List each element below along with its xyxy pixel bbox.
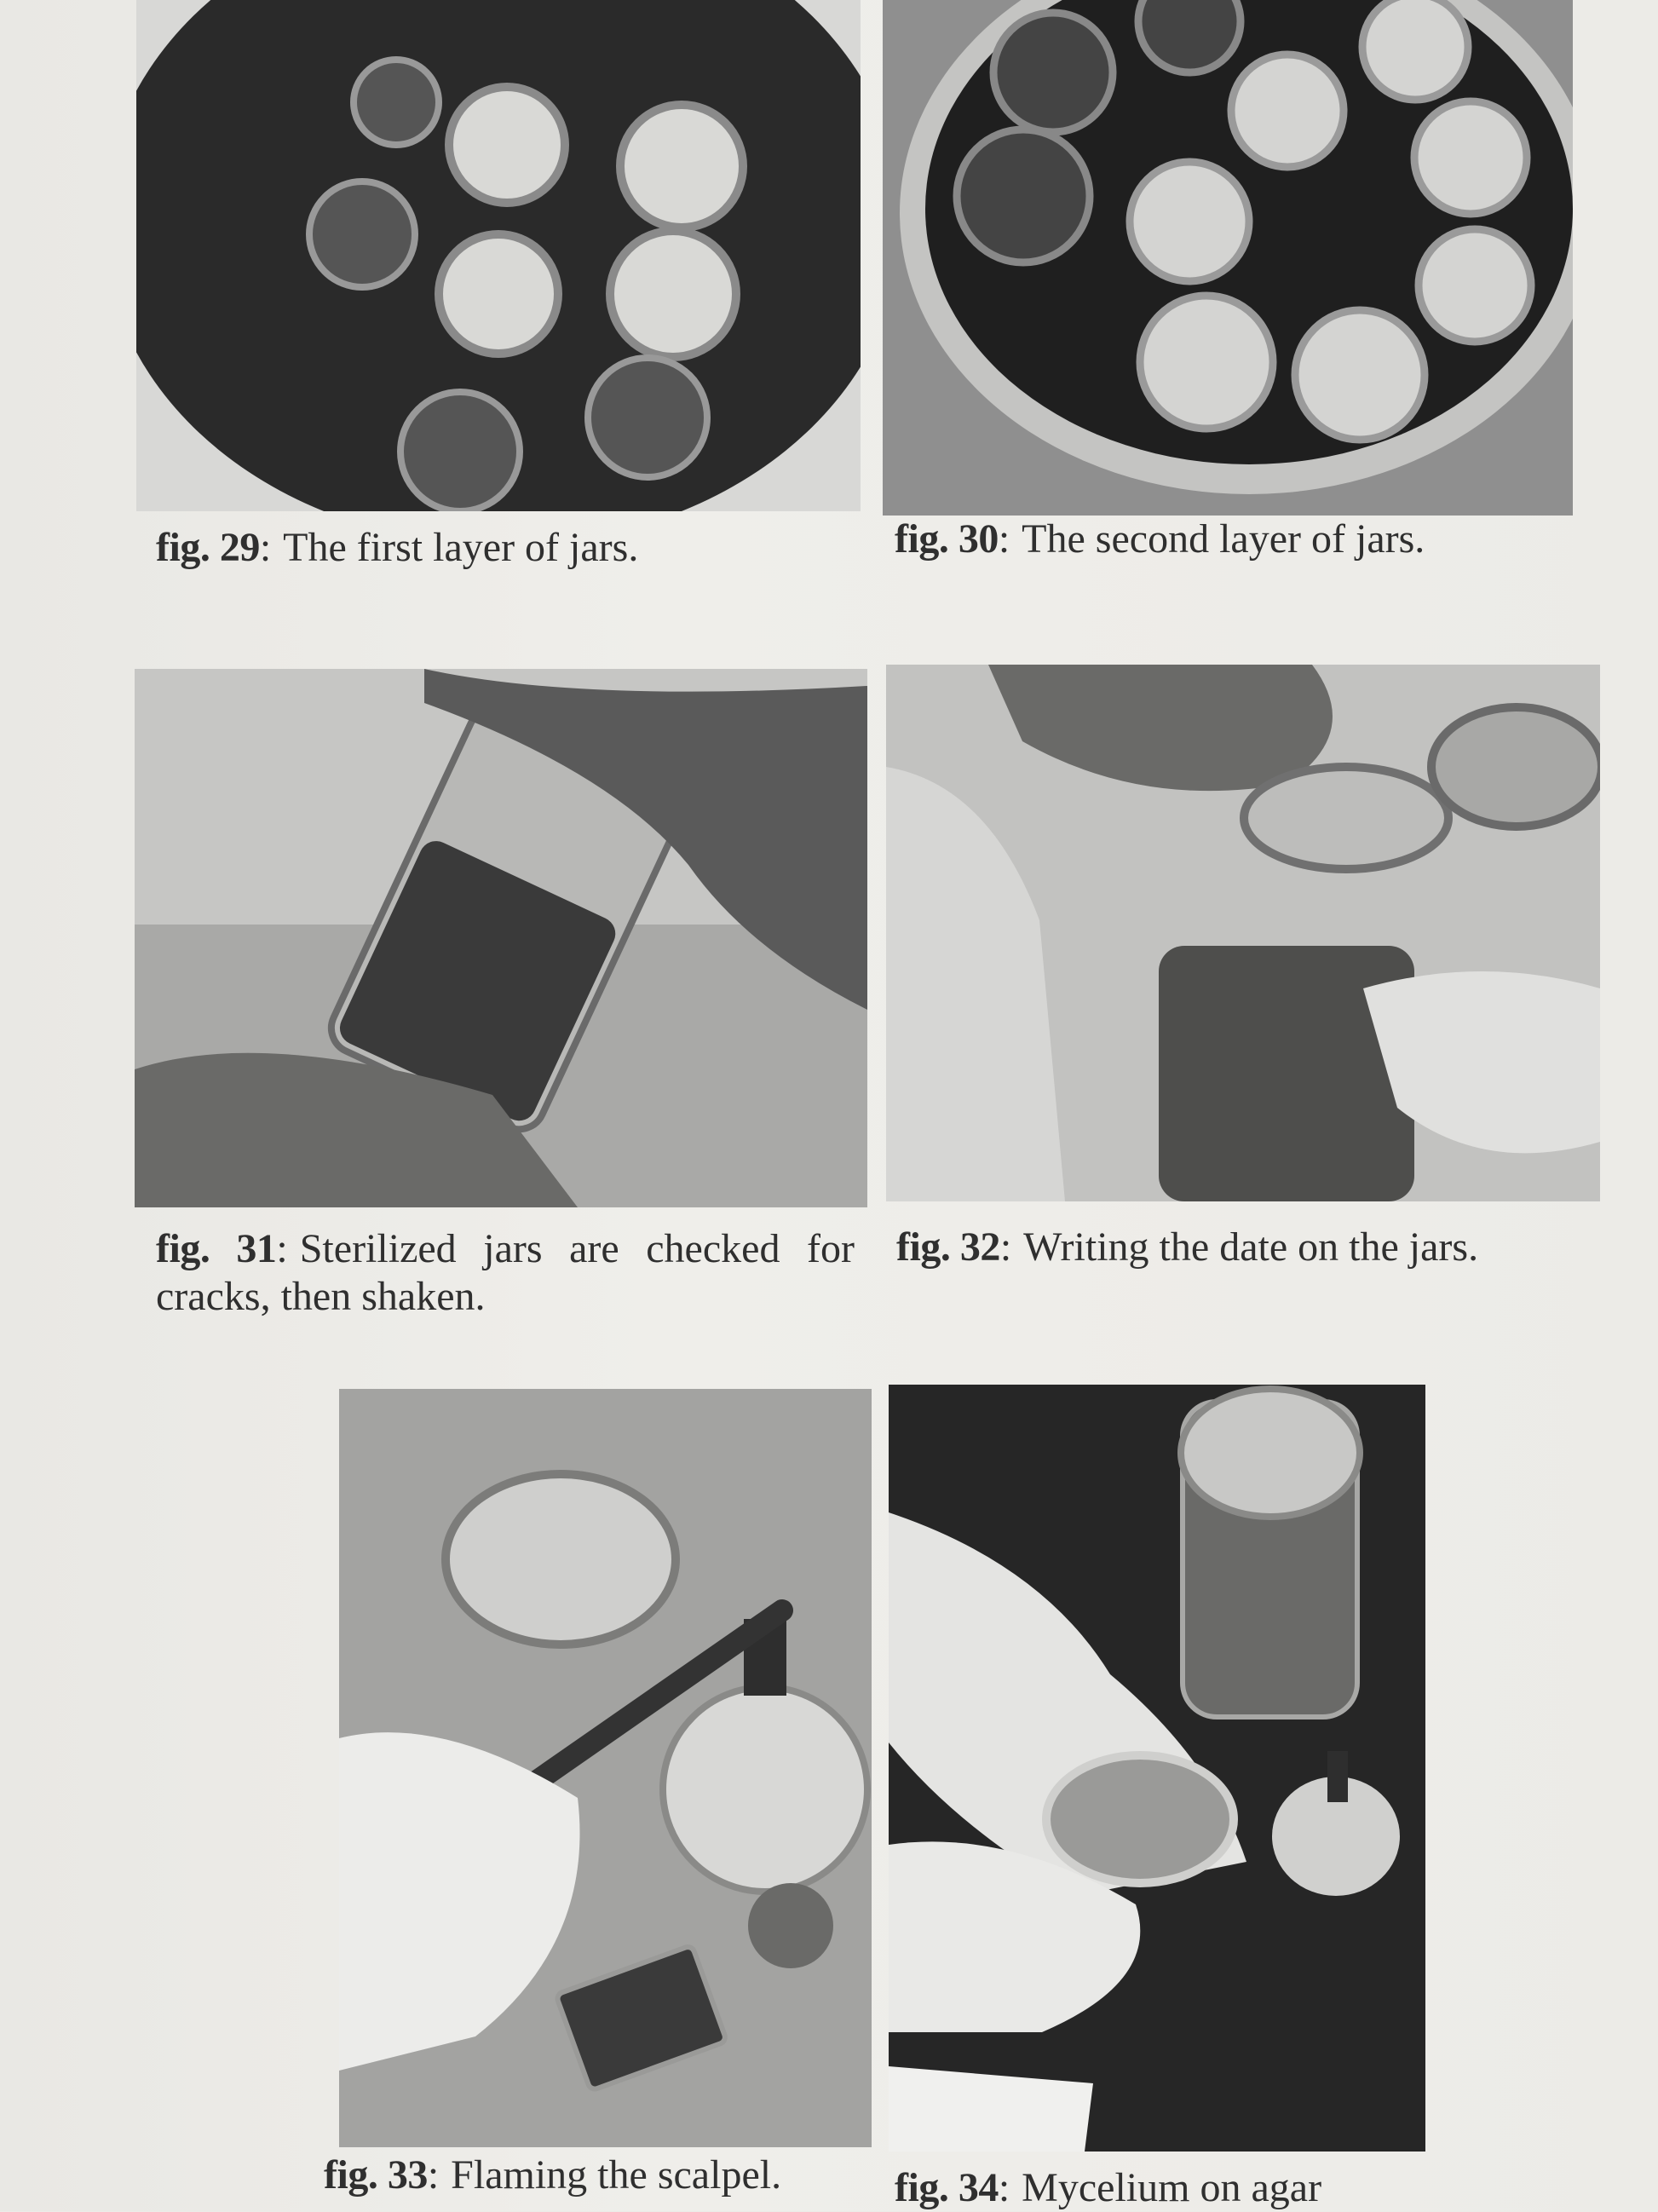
- caption-text: Writing the date on the jars.: [1023, 1224, 1479, 1270]
- photo-first-layer-jars: [136, 0, 861, 511]
- figure-label: fig. 30: [895, 516, 999, 562]
- caption-fig-29: fig. 29: The first layer of jars.: [156, 525, 639, 570]
- caption-text: Mycelium on agar: [1022, 2165, 1322, 2210]
- caption-text: Sterilized jars are checked for cracks, then shaken.: [156, 1226, 855, 1319]
- caption-fig-31: fig. 31: Sterilized jars are checked for cracks, then shaken.: [156, 1226, 855, 1319]
- caption-text: The second layer of jars.: [1022, 516, 1425, 562]
- photo-second-layer-jars: [883, 0, 1573, 516]
- caption-fig-34: fig. 34: Mycelium on agar: [895, 2165, 1322, 2210]
- photo-mycelium-agar: [889, 1385, 1425, 2152]
- figure-label: fig. 33: [324, 2152, 428, 2198]
- caption-fig-32: fig. 32: Writing the date on the jars.: [896, 1224, 1479, 1270]
- figure-label: fig. 31: [156, 1226, 277, 1271]
- photo-jar-checked: [135, 669, 867, 1207]
- figure-label: fig. 32: [896, 1224, 1000, 1270]
- figure-label: fig. 34: [895, 2165, 999, 2210]
- photo-writing-date: [886, 665, 1600, 1201]
- caption-fig-30: fig. 30: The second layer of jars.: [895, 516, 1425, 562]
- figure-label: fig. 29: [156, 525, 260, 570]
- photo-flaming-scalpel: [339, 1389, 872, 2147]
- caption-fig-33: fig. 33: Flaming the scalpel.: [324, 2152, 782, 2198]
- caption-text: Flaming the scalpel.: [451, 2152, 782, 2198]
- caption-text: The first layer of jars.: [283, 525, 639, 570]
